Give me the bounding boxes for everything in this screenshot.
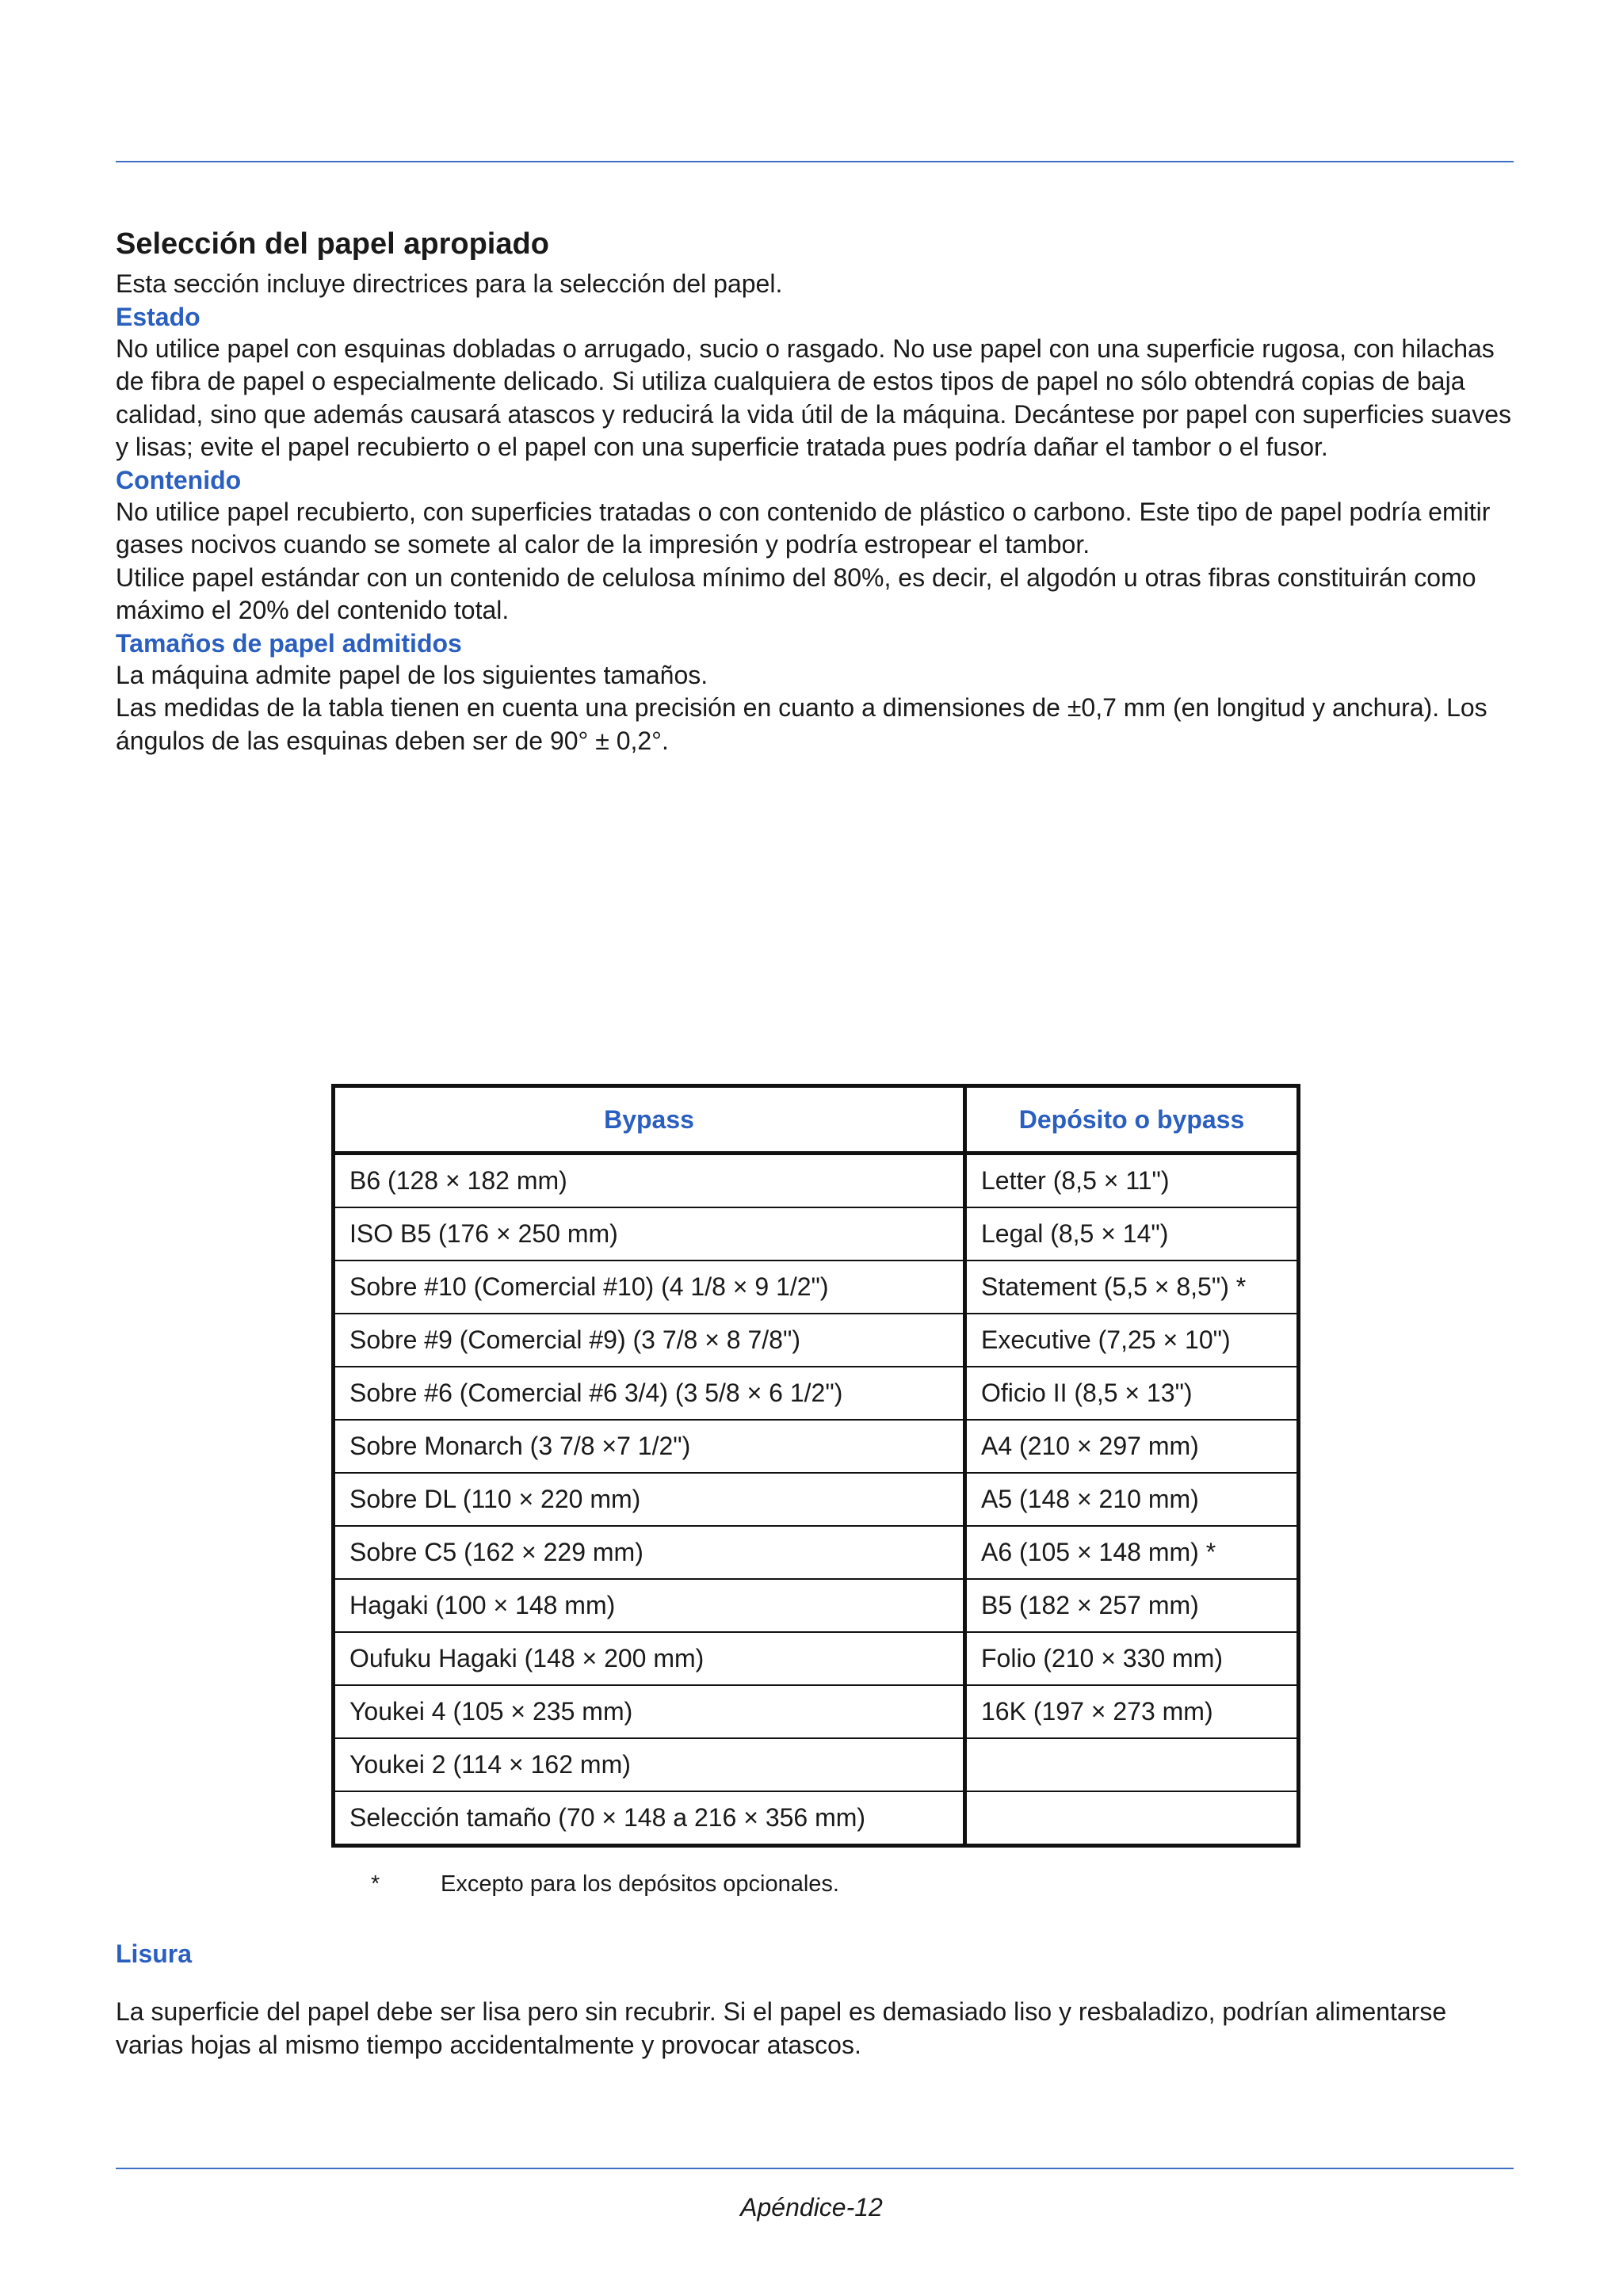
table-cell: 16K (197 × 273 mm)	[965, 1685, 1299, 1738]
table-cell: Youkei 2 (114 × 162 mm)	[334, 1738, 965, 1791]
table-cell: Oufuku Hagaki (148 × 200 mm)	[334, 1632, 965, 1685]
table-cell: Youkei 4 (105 × 235 mm)	[334, 1685, 965, 1738]
page-number: Apéndice-12	[740, 2193, 883, 2222]
table-cell: Statement (5,5 × 8,5") *	[965, 1261, 1299, 1314]
table-cell: ISO B5 (176 × 250 mm)	[334, 1207, 965, 1261]
table-row	[334, 1473, 1299, 1526]
footer-rule	[116, 2168, 1514, 2169]
table-row	[334, 1579, 1299, 1632]
table-row	[334, 1526, 1299, 1579]
table-cell: B5 (182 × 257 mm)	[965, 1579, 1299, 1632]
table-row	[334, 1367, 1299, 1420]
intro-paragraph: Esta sección incluye directrices para la selección del papel.	[116, 269, 783, 298]
lisura-section	[116, 1938, 1514, 2061]
lisura-paragraph: La superficie del papel debe ser lisa pero sin recubrir. Si el papel es demasiado liso y resbaladizo, podrían alimentarse varias hojas al mismo tiempo accidentalmente y provocar atascos.	[116, 1997, 1447, 2059]
table-cell: B6 (128 × 182 mm)	[334, 1154, 965, 1208]
tamanos-paragraph-1: La máquina admite papel de los siguientes tamaños.	[116, 660, 708, 689]
estado-paragraph: No utilice papel con esquinas dobladas o arrugado, sucio o rasgado. No use papel con una superficie rugosa, con hilachas de fibra de papel o especialmente delicado. Si utiliza cualquiera de estos tipos de papel no sólo obtendrá copias de baja calidad, sino que además causará atascos y reducirá la vida útil de la máquina. Decántese por papel con superficies suaves y lisas; evite el papel recubierto o el papel con una superficie tratada pues podría dañar el tambor o el fusor.	[116, 334, 1512, 461]
footnote-mark: *	[371, 1871, 380, 1897]
table-cell: Sobre #6 (Comercial #6 3/4) (3 5/8 × 6 1/2")	[334, 1367, 965, 1420]
table-cell: A5 (148 × 210 mm)	[965, 1473, 1299, 1526]
lisura-heading: Lisura	[116, 1939, 193, 1968]
table-row	[334, 1154, 1299, 1208]
table-cell: Sobre #9 (Comercial #9) (3 7/8 × 8 7/8")	[334, 1314, 965, 1367]
table-cell: Sobre DL (110 × 220 mm)	[334, 1473, 965, 1526]
table-cell: Folio (210 × 330 mm)	[965, 1632, 1299, 1685]
contenido-paragraph-2: Utilice papel estándar con un contenido de celulosa mínimo del 80%, es decir, el algodón u otras fibras constituirán como máximo el 20% del contenido total.	[116, 563, 1476, 624]
table-cell: Letter (8,5 × 11")	[965, 1154, 1299, 1208]
table-row	[334, 1738, 1299, 1791]
page-title: Selección del papel apropiado	[116, 227, 549, 261]
tamanos-paragraph-2: Las medidas de la tabla tienen en cuenta una precisión en cuanto a dimensiones de ±0,7 mm (en longitud y anchura). Los ángulos de las esquinas deben ser de 90° ± 0,2°.	[116, 693, 1487, 755]
table-cell: A6 (105 × 148 mm) *	[965, 1526, 1299, 1579]
contenido-paragraph-1: No utilice papel recubierto, con superficies tratadas o con contenido de plástico o carbono. Este tipo de papel podría emitir gases nocivos cuando se somete al calor de la impresión y podría estropear el tambor.	[116, 497, 1491, 559]
table-row	[334, 1314, 1299, 1367]
contenido-heading: Contenido	[116, 465, 242, 494]
table-cell: A4 (210 × 297 mm)	[965, 1420, 1299, 1473]
footnote-text: Excepto para los depósitos opcionales.	[441, 1871, 839, 1897]
header-rule	[116, 161, 1514, 162]
table-row	[334, 1261, 1299, 1314]
table-cell: Oficio II (8,5 × 13")	[965, 1367, 1299, 1420]
table-row	[334, 1632, 1299, 1685]
table-row	[334, 1420, 1299, 1473]
table-cell: Sobre C5 (162 × 229 mm)	[334, 1526, 965, 1579]
column-header-bypass: Bypass	[334, 1086, 965, 1154]
table-cell	[965, 1791, 1299, 1846]
table-row	[334, 1685, 1299, 1738]
estado-heading: Estado	[116, 302, 200, 331]
table-cell: Legal (8,5 × 14")	[965, 1207, 1299, 1261]
tamanos-heading: Tamaños de papel admitidos	[116, 628, 462, 658]
column-header-deposito: Depósito o bypass	[965, 1086, 1299, 1154]
table-cell	[965, 1738, 1299, 1791]
table-cell: Selección tamaño (70 × 148 a 216 × 356 mm)	[334, 1791, 965, 1846]
table-cell: Sobre Monarch (3 7/8 ×7 1/2")	[334, 1420, 965, 1473]
table-row	[334, 1791, 1299, 1846]
table-header-row	[334, 1086, 1299, 1154]
paper-sizes-table-wrapper	[331, 1084, 1296, 1848]
paper-sizes-table	[331, 1084, 1300, 1848]
table-cell: Hagaki (100 × 148 mm)	[334, 1579, 965, 1632]
main-content	[116, 220, 1514, 757]
table-cell: Sobre #10 (Comercial #10) (4 1/8 × 9 1/2")	[334, 1261, 965, 1314]
table-footnote	[371, 1868, 839, 1900]
table-row	[334, 1207, 1299, 1261]
table-cell: Executive (7,25 × 10")	[965, 1314, 1299, 1367]
